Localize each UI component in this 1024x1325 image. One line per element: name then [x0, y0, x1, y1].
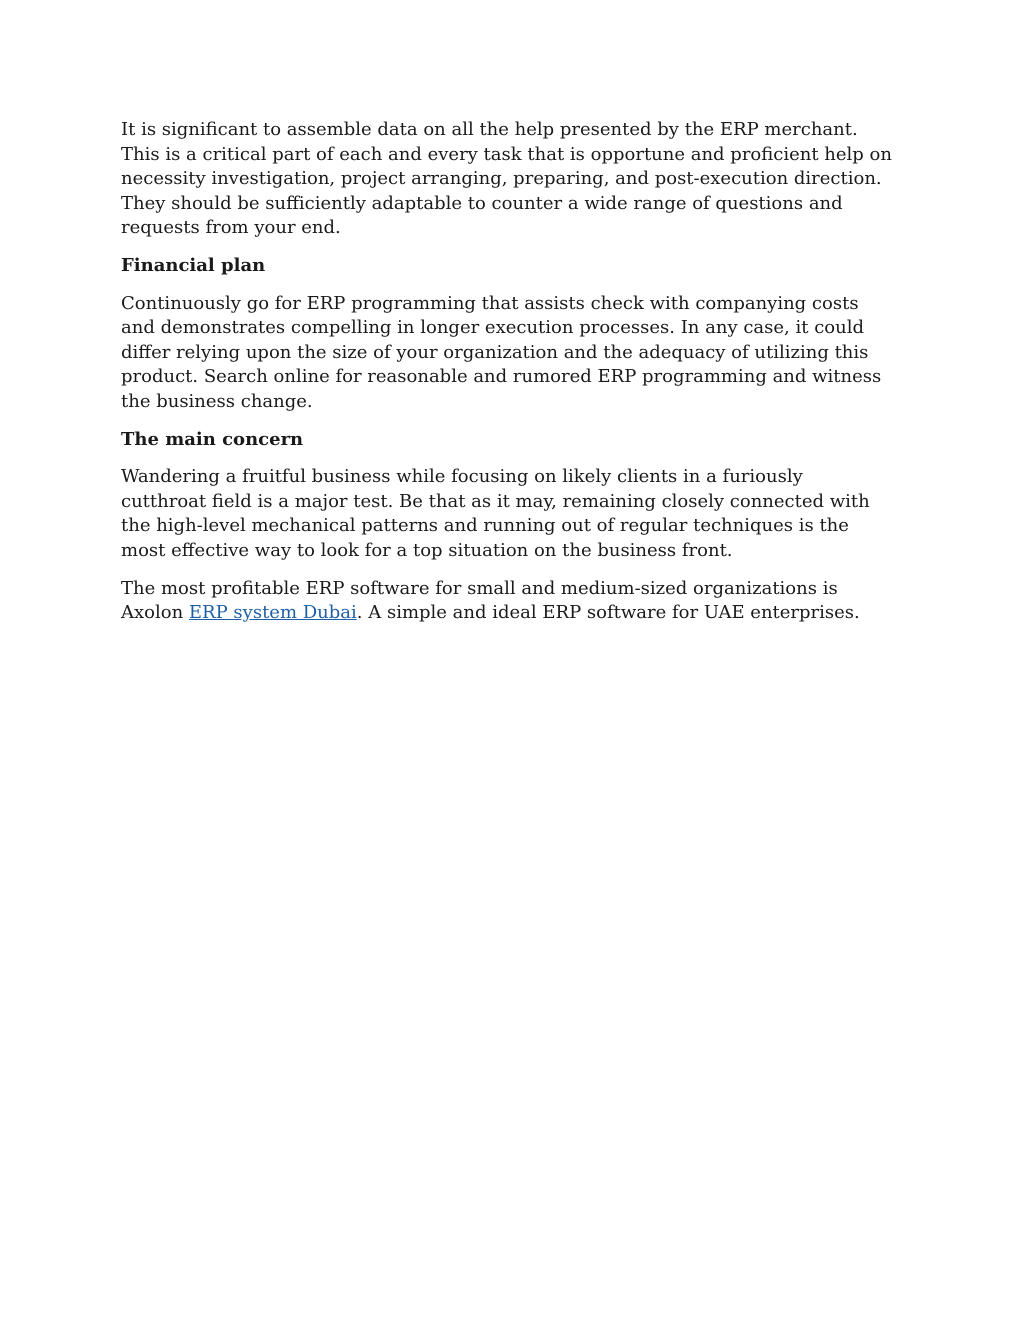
intro-paragraph: It is significant to assemble data on all the help presented by the ERP merchant. This is a critical part of each and every task that is opportune and proficient help on necessity investigation, project arranging, preparing, and post-execution direction. They should be sufficiently adaptable to counter a wide range of questions and requests from your end. [121, 119, 892, 239]
document-body [121, 118, 893, 639]
financial-plan-paragraph: Continuously go for ERP programming that assists check with companying costs and demonstrates compelling in longer execution processes. In any case, it could differ relying upon the size of your organization and the adequacy of utilizing this product. Search online for reasonable and rumored ERP programming and witness the business change. [121, 292, 882, 412]
closing-text-after-link: . A simple and ideal ERP software for UAE enterprises. [356, 602, 860, 624]
closing-paragraph [121, 577, 893, 626]
section-heading-financial-plan: Financial plan [121, 254, 266, 276]
erp-system-dubai-link[interactable]: ERP system Dubai [188, 602, 357, 624]
main-concern-paragraph: Wandering a fruitful business while focusing on likely clients in a furiously cutthroat field is a major test. Be that as it may, remaining closely connected with the high-level mechanical patterns and running out of regular techniques is the most effective way to look for a top situation on the business front. [121, 466, 870, 561]
closing-text-before-link: The most profitable ERP software for small and medium-sized organizations is Axolon [121, 577, 838, 624]
section-heading-main-concern: The main concern [121, 428, 304, 450]
